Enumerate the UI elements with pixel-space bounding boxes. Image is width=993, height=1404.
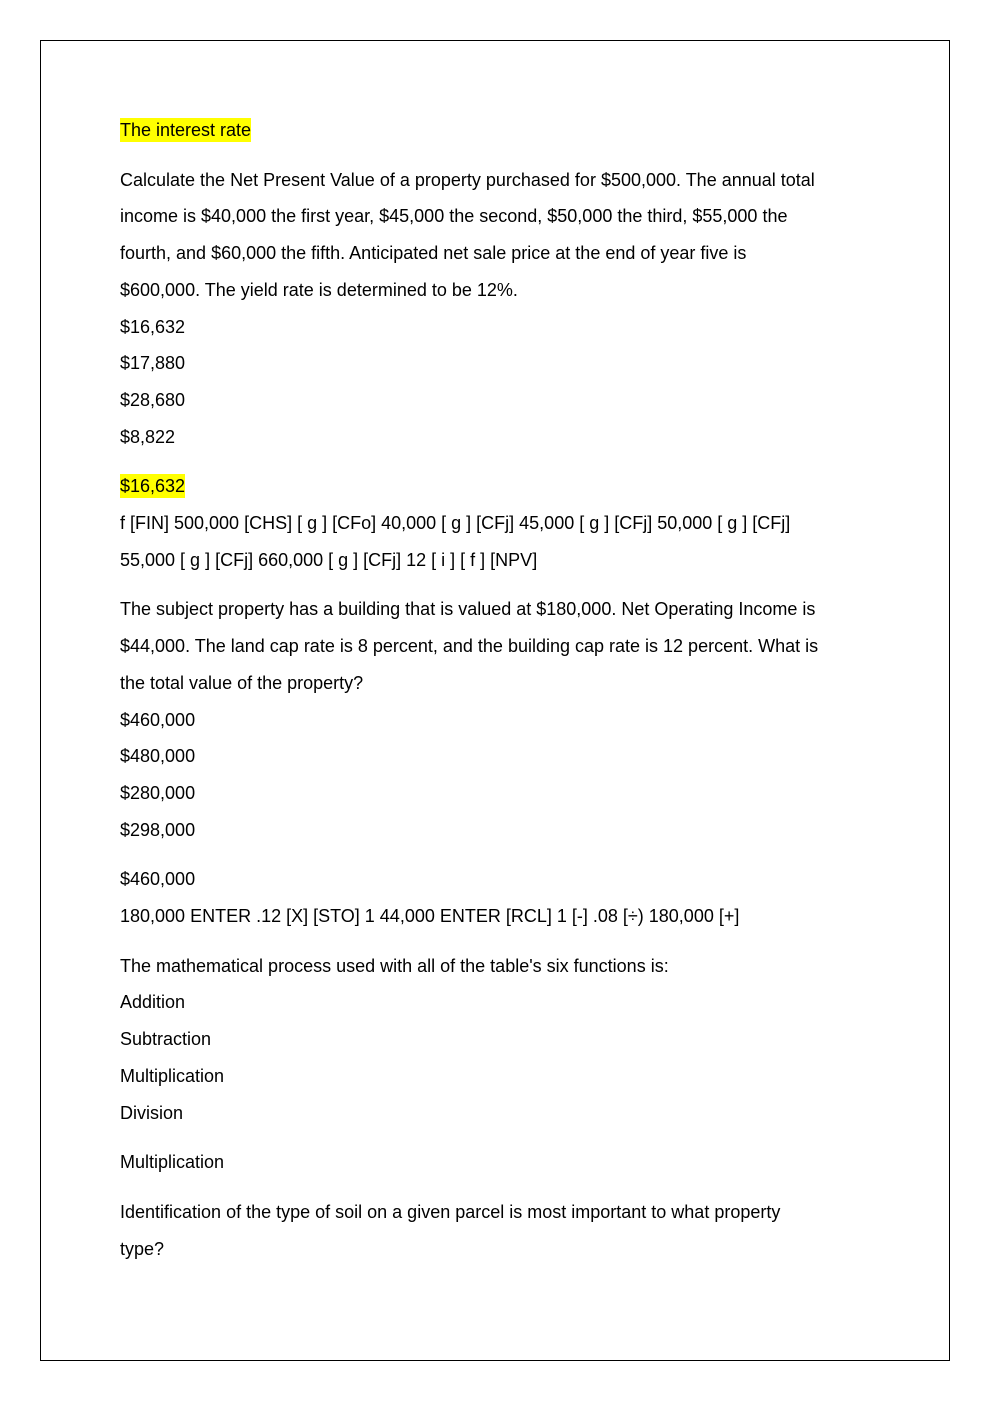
highlighted-answer: The interest rate (120, 120, 252, 140)
question-text-line: The subject property has a building that is valued at $180,000. Net Operating Income is (120, 599, 816, 620)
document-content (120, 112, 870, 1267)
question-text-line: The mathematical process used with all of the table's six functions is: (120, 955, 669, 976)
highlighted-answer: $16,632 (120, 476, 186, 497)
option-d: $298,000 (120, 819, 196, 840)
question-text-line: fourth, and $60,000 the fifth. Anticipated net sale price at the end of year five is (120, 243, 747, 264)
option-b: Subtraction (120, 1029, 212, 1050)
option-b: $480,000 (120, 746, 196, 767)
option-c: Multiplication (120, 1065, 225, 1086)
answer-2 (120, 861, 870, 934)
question-4 (120, 1194, 870, 1267)
answer-text: Multiplication (120, 1152, 225, 1173)
solution-line: 55,000 [ g ] [CFj] 660,000 [ g ] [CFj] 12 [ i ] [ f ] [NPV] (120, 549, 538, 570)
answer-text: $460,000 (120, 869, 196, 890)
question-text-line: $44,000. The land cap rate is 8 percent, and the building cap rate is 12 percent. What is (120, 636, 819, 657)
answer-1 (120, 468, 870, 578)
question-text-line: type? (120, 1238, 165, 1259)
option-a: $460,000 (120, 709, 196, 730)
question-3 (120, 948, 870, 1132)
solution-line: f [FIN] 500,000 [CHS] [ g ] [CFo] 40,000 [ g ] [CFj] 45,000 [ g ] [CFj] 50,000 [ g ] [CFj] (120, 513, 791, 534)
question-text-line: Calculate the Net Present Value of a property purchased for $500,000. The annual total (120, 169, 815, 190)
option-a: $16,632 (120, 316, 186, 337)
question-text-line: income is $40,000 the first year, $45,000 the second, $50,000 the third, $55,000 the (120, 206, 788, 227)
answer-3 (120, 1144, 870, 1181)
option-c: $28,680 (120, 389, 186, 410)
question-1 (120, 162, 870, 456)
option-c: $280,000 (120, 782, 196, 803)
question-text-line: $600,000. The yield rate is determined to be 12%. (120, 279, 518, 300)
question-text-line: the total value of the property? (120, 672, 364, 693)
answer-block-1 (120, 112, 870, 149)
option-d: $8,822 (120, 426, 176, 447)
question-2 (120, 591, 870, 848)
solution-line: 180,000 ENTER .12 [X] [STO] 1 44,000 ENTER [RCL] 1 [-] .08 [÷) 180,000 [+] (120, 906, 740, 927)
option-a: Addition (120, 992, 186, 1013)
option-d: Division (120, 1102, 184, 1123)
question-text-line: Identification of the type of soil on a given parcel is most important to what property (120, 1201, 781, 1222)
option-b: $17,880 (120, 353, 186, 374)
